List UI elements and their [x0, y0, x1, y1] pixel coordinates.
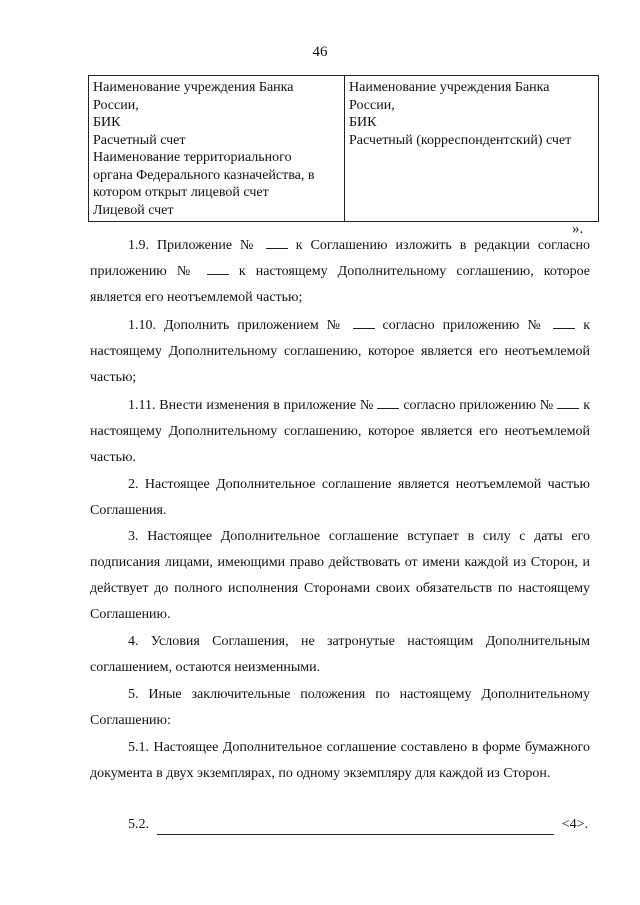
treasury-body-label: Наименование территориального — [93, 150, 292, 165]
paragraph-5-1-text: 5.1. Настоящее Дополнительное соглашение составлено в форме бумажного документа в двух экземплярах, по одному экземпляру для каждой из Сторон. — [90, 740, 590, 781]
paragraph-1-10-part-b: согласно приложению № — [382, 318, 546, 333]
paragraph-1-11-part-b: согласно приложению № — [403, 398, 554, 413]
left-bank-details-cell — [89, 76, 345, 222]
paragraph-5-1 — [90, 735, 590, 787]
paragraph-1-10 — [90, 313, 590, 391]
table-row — [89, 76, 599, 222]
paragraph-5 — [90, 682, 590, 734]
paragraph-1-11-part-c: к настоящему Дополнительному соглашению, которое является его неотъемлемой частью. — [90, 398, 591, 465]
corr-account-label: Расчетный (корреспондентский) счет — [349, 132, 572, 148]
paragraph-1-10-part-a: 1.10. Дополнить приложением № — [128, 318, 345, 333]
paragraph-5-2 — [128, 815, 588, 835]
paragraph-2-text: 2. Настоящее Дополнительное соглашение является неотъемлемой частью Соглашения. — [90, 477, 590, 518]
blank-field — [157, 819, 554, 835]
blank-field — [377, 394, 399, 409]
blank-field — [353, 314, 375, 329]
blank-field — [207, 260, 229, 275]
paragraph-1-11 — [90, 393, 590, 471]
paragraph-4-text: 4. Условия Соглашения, не затронутые настоящим Дополнительным соглашением, остаются неизменными. — [90, 634, 590, 675]
bank-name-label-cont: России, — [349, 97, 395, 113]
paragraph-1-9-part-c: к настоящему Дополнительному соглашению, которое является его неотъемлемой частью; — [90, 264, 591, 305]
paragraph-2 — [90, 472, 590, 524]
blank-field — [266, 234, 288, 249]
paragraph-5-text: 5. Иные заключительные положения по настоящему Дополнительному Соглашению: — [90, 687, 590, 728]
bank-name-label-cont: России, — [93, 97, 139, 113]
treasury-body-label-cont2: котором открыт лицевой счет — [93, 185, 269, 200]
paragraph-1-9 — [90, 233, 590, 311]
account-label: Расчетный счет — [93, 132, 186, 148]
paragraph-1-10-part-c: к настоящему Дополнительному соглашению, которое является его неотъемлемой частью; — [90, 318, 590, 385]
footnote-reference: <4>. — [561, 817, 588, 832]
paragraph-3-text: 3. Настоящее Дополнительное соглашение вступает в силу с даты его подписания лицами, имеющими право действовать от имени каждой из Сторон, и действует до полного исполнения Сторонами своих обязательств по настоящему Соглашению. — [90, 529, 590, 622]
bik-label: БИК — [349, 115, 377, 130]
bik-label: БИК — [93, 115, 121, 130]
bank-details-table — [88, 75, 599, 222]
paragraph-1-9-part-b: к Соглашению изложить в редакции согласно приложению № — [90, 238, 591, 279]
personal-account-label: Лицевой счет — [93, 202, 174, 218]
bank-name-label: Наименование учреждения Банка — [93, 80, 294, 95]
paragraph-3 — [90, 524, 590, 628]
paragraph-4 — [90, 629, 590, 681]
page-number: 46 — [312, 44, 328, 60]
paragraph-1-9-part-a: 1.9. Приложение № — [128, 238, 258, 253]
treasury-body-label-cont: органа Федерального казначейства, в — [93, 167, 315, 183]
paragraph-1-11-part-a: 1.11. Внести изменения в приложение № — [128, 398, 374, 413]
paragraph-5-2-number: 5.2. — [128, 817, 149, 832]
bank-name-label: Наименование учреждения Банка — [349, 80, 550, 95]
blank-field — [553, 314, 575, 329]
closing-quote: ». — [572, 221, 584, 237]
blank-field — [557, 394, 579, 409]
right-bank-details-cell — [345, 76, 599, 222]
